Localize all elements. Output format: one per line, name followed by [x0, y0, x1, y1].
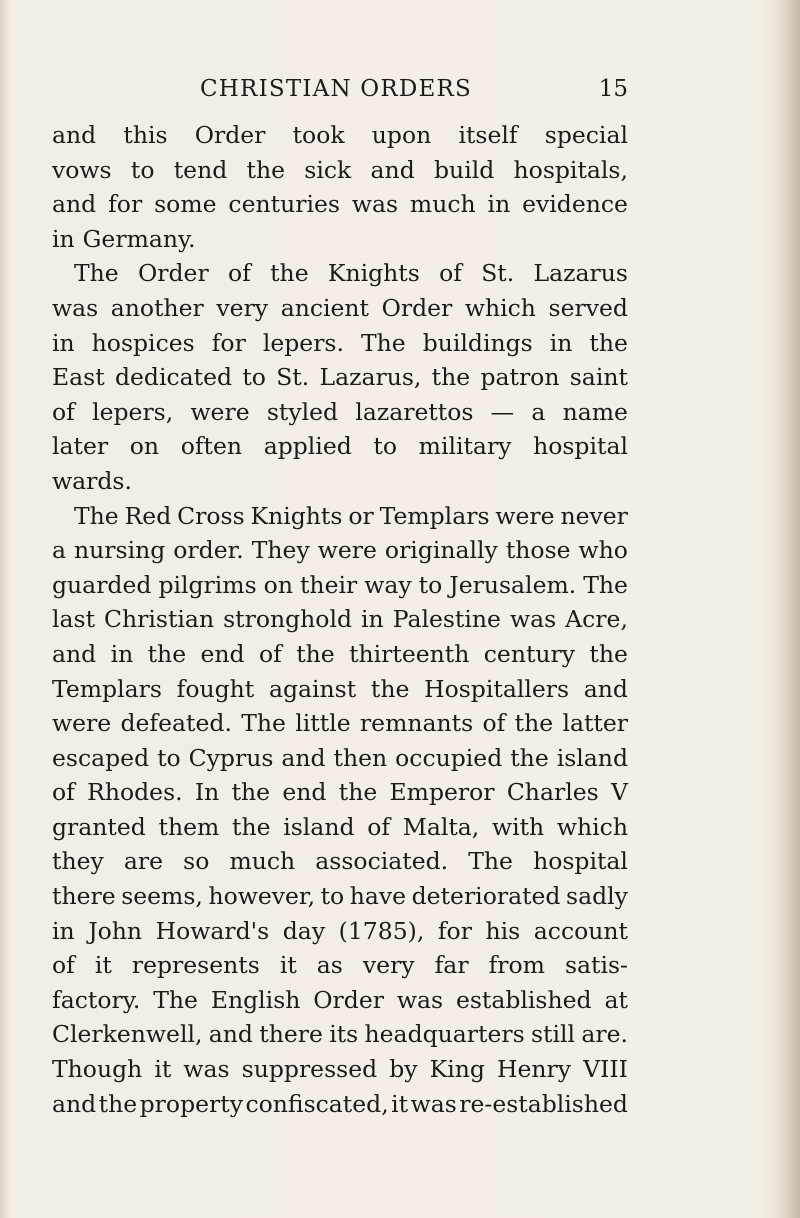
- word: Templars: [52, 674, 162, 703]
- word: century: [483, 639, 576, 668]
- word: Clerkenwell,: [52, 1020, 203, 1049]
- text-line: [52, 672, 628, 707]
- text-line: [52, 464, 628, 499]
- text-line: [52, 810, 628, 845]
- text-line: [52, 602, 628, 637]
- word: St.: [481, 259, 515, 288]
- page-edge-shadow: [778, 0, 800, 1218]
- text-line: [52, 533, 628, 568]
- word: and: [281, 743, 326, 772]
- word: of: [52, 778, 75, 807]
- word: in: [52, 328, 75, 357]
- word: The: [360, 328, 406, 357]
- word: were: [317, 536, 377, 565]
- word: the: [98, 1089, 138, 1118]
- word: Lazarus,: [319, 363, 422, 392]
- word: sadly: [566, 882, 628, 911]
- word: to: [373, 432, 398, 461]
- word: was: [410, 1089, 457, 1118]
- word: confiscated,: [245, 1089, 389, 1118]
- word: then: [333, 743, 388, 772]
- word: buildings: [422, 328, 533, 357]
- word: from: [488, 951, 545, 980]
- word: still: [530, 1020, 576, 1049]
- word: and: [52, 1089, 97, 1118]
- word: to: [242, 363, 266, 392]
- word: lazarettos: [355, 397, 474, 426]
- text-line: [52, 395, 628, 430]
- word: defeated.: [120, 709, 232, 738]
- word: very: [216, 293, 269, 322]
- word: seems,: [121, 882, 203, 911]
- word: they: [52, 847, 104, 876]
- word: so: [183, 847, 210, 876]
- word: Though: [52, 1055, 143, 1084]
- word: represents: [131, 951, 260, 980]
- running-head: [52, 76, 628, 106]
- text-line: [52, 499, 628, 534]
- text-line: [52, 914, 628, 949]
- word: never: [560, 501, 628, 530]
- word: was: [509, 605, 557, 634]
- word: to: [418, 570, 443, 599]
- word: was: [183, 1055, 230, 1084]
- word: day: [282, 916, 326, 945]
- word: island: [556, 743, 628, 772]
- word: King: [429, 1055, 485, 1084]
- word: are: [123, 847, 164, 876]
- word: The: [153, 985, 198, 1014]
- word: it: [279, 951, 297, 980]
- word: The: [241, 709, 286, 738]
- word: established: [455, 985, 592, 1014]
- word: Palestine: [392, 605, 501, 634]
- word: special: [544, 121, 628, 149]
- word: hospital: [533, 847, 628, 876]
- word: —: [490, 397, 515, 426]
- word: thirteenth: [349, 639, 470, 668]
- word: however,: [208, 882, 316, 911]
- word: much: [409, 190, 476, 219]
- word: Henry: [497, 1055, 572, 1084]
- text-line: [52, 153, 628, 188]
- word: sick: [304, 155, 352, 184]
- word: Acre,: [565, 605, 628, 634]
- word: Lazarus: [533, 259, 628, 288]
- text-line: [52, 948, 628, 983]
- word: itself: [458, 121, 518, 149]
- word: a: [531, 397, 546, 426]
- word: it: [391, 1089, 409, 1118]
- word: Cyprus: [188, 743, 274, 772]
- word: his: [485, 916, 521, 945]
- word: their: [299, 570, 358, 599]
- word: The: [583, 570, 628, 599]
- word: and: [370, 155, 415, 184]
- word: vows: [52, 155, 112, 184]
- word: to: [320, 882, 345, 911]
- word: saint: [569, 363, 628, 392]
- text-line: [52, 360, 628, 395]
- word: build: [434, 155, 495, 184]
- word: dedicated: [114, 363, 233, 392]
- word: another: [110, 293, 204, 322]
- word: Emperor: [389, 778, 495, 807]
- word: The: [74, 501, 119, 530]
- word: applied: [263, 432, 352, 461]
- word: escaped: [52, 743, 150, 772]
- word: pilgrims: [158, 570, 257, 599]
- word: little: [295, 709, 351, 738]
- word: deteriorated: [411, 882, 561, 911]
- word: on: [129, 432, 160, 461]
- word: which: [556, 812, 628, 841]
- word: upon: [371, 121, 432, 149]
- running-title: CHRISTIAN ORDERS: [200, 76, 472, 102]
- text-line: [52, 879, 628, 914]
- word: lepers.: [262, 328, 344, 357]
- word: suppressed: [241, 1055, 378, 1084]
- word: as: [316, 951, 343, 980]
- word: Red: [124, 501, 172, 530]
- word: nursing: [74, 536, 166, 565]
- word: remnants: [359, 709, 474, 738]
- word: it: [154, 1055, 172, 1084]
- text-line: [52, 429, 628, 464]
- word: island: [283, 812, 355, 841]
- word: John: [88, 916, 143, 945]
- word: East: [52, 363, 105, 392]
- word: granted: [52, 812, 146, 841]
- text-line: [52, 568, 628, 603]
- word: the: [296, 639, 335, 668]
- word: at: [604, 985, 628, 1014]
- word: factory.: [52, 985, 141, 1014]
- word: and: [208, 1020, 253, 1049]
- word: were: [495, 501, 555, 530]
- word: its: [329, 1020, 359, 1049]
- word: of: [52, 951, 75, 980]
- word: was: [396, 985, 444, 1014]
- word: the: [514, 709, 554, 738]
- word: Order: [381, 293, 453, 322]
- word: the: [510, 743, 549, 772]
- word: to: [157, 743, 181, 772]
- word: a: [52, 536, 67, 565]
- text-line: [52, 637, 628, 672]
- page-gutter-shadow: [0, 0, 9, 1218]
- text-line: [52, 1017, 628, 1052]
- word: account: [533, 916, 628, 945]
- word: far: [434, 951, 469, 980]
- word: the: [147, 639, 187, 668]
- word: of: [227, 259, 251, 288]
- word: are.: [581, 1020, 628, 1049]
- word: The: [74, 259, 119, 288]
- word: Howard's: [155, 916, 270, 945]
- word: was: [52, 293, 99, 322]
- word: hospital: [533, 432, 628, 461]
- word: Order: [138, 259, 209, 288]
- word: and: [583, 674, 628, 703]
- word: Order: [313, 985, 384, 1014]
- word: the: [232, 812, 271, 841]
- word: were: [52, 709, 112, 738]
- word: the: [270, 259, 309, 288]
- word: were: [190, 397, 250, 426]
- word: styled: [266, 397, 339, 426]
- word: served: [548, 293, 628, 322]
- text-line: [52, 118, 628, 153]
- word: to: [130, 155, 155, 184]
- body-text: [52, 118, 628, 1121]
- word: Order: [194, 121, 266, 149]
- word: fought: [176, 674, 255, 703]
- word: ancient: [280, 293, 369, 322]
- word: evidence: [522, 190, 628, 219]
- word: V: [610, 778, 628, 807]
- word: in: [52, 916, 75, 945]
- word: there: [52, 882, 116, 911]
- word: headquarters: [364, 1020, 525, 1049]
- word: which: [464, 293, 536, 322]
- word: the: [246, 155, 286, 184]
- word: of: [258, 639, 282, 668]
- text-line: [52, 741, 628, 776]
- word: associated.: [315, 847, 449, 876]
- word: Rhodes.: [87, 778, 183, 807]
- word: stronghold: [223, 605, 352, 634]
- word: the: [431, 363, 471, 392]
- word: end: [200, 639, 245, 668]
- word: those: [505, 536, 571, 565]
- word: who: [578, 536, 628, 565]
- word: Christian: [104, 605, 215, 634]
- word: Knights: [327, 259, 420, 288]
- word: Hospitallers: [424, 674, 570, 703]
- word: latter: [562, 709, 628, 738]
- word: in: [52, 224, 75, 253]
- word: much: [229, 847, 296, 876]
- word: some: [154, 190, 217, 219]
- word: the: [231, 778, 271, 807]
- word: was: [351, 190, 399, 219]
- word: for: [437, 916, 472, 945]
- word: the: [338, 778, 378, 807]
- word: The: [468, 847, 513, 876]
- text-line: [52, 844, 628, 879]
- word: the: [370, 674, 410, 703]
- word: and: [52, 639, 97, 668]
- word: of: [439, 259, 462, 288]
- word: Templars: [379, 501, 490, 530]
- word: In: [194, 778, 220, 807]
- text-line: [52, 256, 628, 291]
- word: on: [263, 570, 293, 599]
- text-line: [52, 187, 628, 222]
- text-line: [52, 775, 628, 810]
- word: property: [139, 1089, 243, 1118]
- text-line: [52, 1052, 628, 1087]
- word: Cross: [177, 501, 245, 530]
- word: St.: [276, 363, 310, 392]
- word: them: [158, 812, 220, 841]
- word: hospices: [91, 328, 195, 357]
- word: English: [210, 985, 301, 1014]
- page-number: 15: [598, 76, 628, 102]
- word: tend: [173, 155, 228, 184]
- word: in: [487, 190, 511, 219]
- word: of: [52, 397, 75, 426]
- word: of: [482, 709, 506, 738]
- word: lepers,: [92, 397, 174, 426]
- word: patron: [480, 363, 560, 392]
- text-line: [52, 222, 628, 257]
- word: it: [94, 951, 112, 980]
- text-line: [52, 706, 628, 741]
- word: Charles: [506, 778, 599, 807]
- word: took: [292, 121, 345, 149]
- word: in: [361, 605, 384, 634]
- word: often: [180, 432, 243, 461]
- word: name: [562, 397, 628, 426]
- word: occupied: [395, 743, 503, 772]
- text-line: [52, 983, 628, 1018]
- word: very: [362, 951, 415, 980]
- word: there: [259, 1020, 323, 1049]
- word: Knights: [250, 501, 343, 530]
- word: in: [110, 639, 134, 668]
- word: Jerusalem.: [449, 570, 577, 599]
- word: and: [52, 121, 97, 149]
- word: have: [349, 882, 407, 911]
- word: Germany.: [82, 224, 196, 253]
- word: Malta,: [402, 812, 480, 841]
- word: later: [52, 432, 109, 461]
- word: VIII: [583, 1055, 628, 1084]
- word: (1785),: [338, 916, 425, 945]
- text-line: [52, 291, 628, 326]
- word: military: [418, 432, 512, 461]
- word: against: [268, 674, 357, 703]
- word: of: [367, 812, 391, 841]
- word: satis-: [564, 951, 628, 980]
- word: order.: [173, 536, 244, 565]
- word: centuries: [228, 190, 340, 219]
- word: wards.: [52, 466, 132, 495]
- word: re-established: [459, 1089, 628, 1118]
- text-line: [52, 1087, 628, 1122]
- word: hospitals,: [513, 155, 628, 184]
- word: in: [549, 328, 573, 357]
- word: and: [52, 190, 97, 219]
- word: end: [282, 778, 327, 807]
- word: guarded: [52, 570, 152, 599]
- word: by: [389, 1055, 418, 1084]
- word: for: [108, 190, 143, 219]
- word: or: [348, 501, 374, 530]
- word: They: [251, 536, 310, 565]
- word: way: [364, 570, 412, 599]
- word: with: [491, 812, 545, 841]
- word: this: [123, 121, 168, 149]
- word: originally: [384, 536, 498, 565]
- word: the: [589, 328, 628, 357]
- word: the: [589, 639, 628, 668]
- word: last: [52, 605, 96, 634]
- text-line: [52, 326, 628, 361]
- word: for: [211, 328, 246, 357]
